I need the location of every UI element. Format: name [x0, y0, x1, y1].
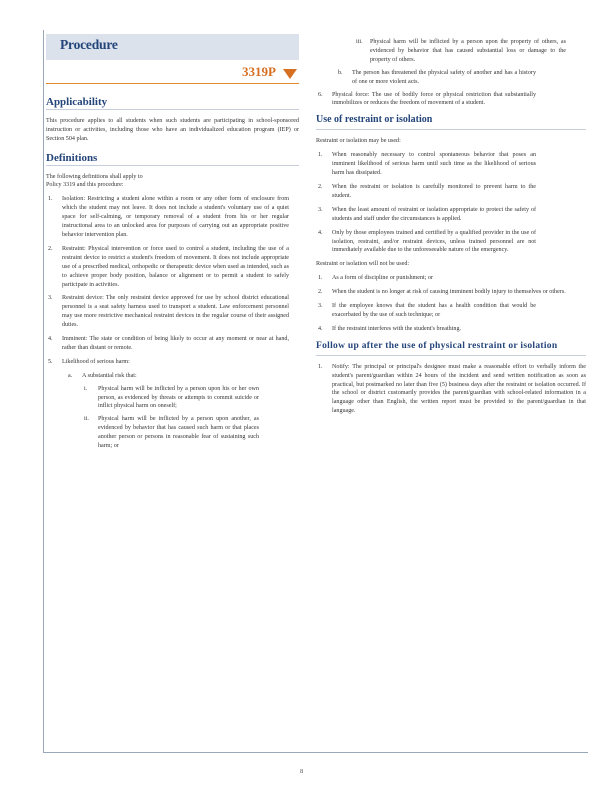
use-intro: Restraint or isolation may be used:: [316, 138, 401, 145]
left-column: [46, 34, 299, 455]
procedure-title: Procedure: [60, 37, 118, 52]
definitions-heading: Definitions: [46, 154, 299, 166]
not-used-item: 3. If the employee knows that the student has a health condition that would be exacerbated by the use of such technique; or: [318, 303, 536, 318]
follow-up-item: 1. Notify: The principal or principal's designee must make a reasonable effort to verbally inform the student's parent/guardian within 24 hours of the incident and send written notification as soon as practical, but postmarked no later than five (5) business days after the restraint or isolation occurred. If the school or district customarily provides the parent/guardian with school-related information in a language other than English, the written report must be provided to the parent/guardian in that language.: [318, 363, 586, 415]
bottom-rule: [43, 752, 588, 753]
definition-subsubitem: iii. Physical harm will be inflicted by a person upon the property of others, as evidenced by behavior that has caused substantial loss or damage to the property of others.: [356, 39, 566, 63]
definition-item: 1. Isolation: Restricting a student alone within a room or any other form of enclosure from which the student may not leave. It does not include a student's voluntary use of a quiet space for self-calming, or temporary removal of a student from his or her regular instructional area to an unlocked area for purposes of carrying out an appropriate positive behavior intervention plan.: [48, 196, 289, 238]
applicability-text: This procedure applies to all students when such students are participating in school-sponsored instruction or activities, including those who have an individualized education program (IEP) or Section 504 plan.: [46, 117, 299, 142]
left-margin-rule: [43, 30, 44, 752]
not-used-item: 2. When the student is no longer at risk of causing imminent bodily injury to themselves or others.: [318, 289, 566, 296]
procedure-header-box: [46, 34, 299, 60]
definition-subitem: b. The person has threatened the physical safety of another and has a history of one or more violent acts.: [338, 69, 536, 85]
definition-subitem: a. A substantial risk that:: [68, 372, 137, 379]
use-item: 3. When the least amount of restraint or isolation appropriate to protect the safety of students and staff under the circumstances is applied.: [318, 206, 536, 222]
definition-item: 5. Likelihood of serious harm:: [48, 358, 130, 365]
use-heading: Use of restraint or isolation: [316, 114, 586, 130]
not-used-intro: Restraint or isolation will not be used:: [316, 261, 410, 268]
definition-subsubitem: i. Physical harm will be inflicted by a person upon his or her own person, as evidenced by threats or attempts to commit suicide or inflict physical harm on oneself;: [84, 385, 259, 410]
right-column: [316, 38, 586, 421]
definitions-intro: The following definitions shall apply to Policy 3319 and this procedure:: [46, 173, 143, 189]
use-item: 1. When reasonably necessary to control spontaneous behavior that poses an imminent likelihood of serious harm until such time as the likelihood of serious harm has dissipated.: [318, 152, 536, 177]
page-number: 8: [300, 768, 304, 775]
definition-item: 4. Imminent: The state or condition of being likely to occur at any moment or near at hand, rather than distant or remote.: [48, 336, 289, 351]
definition-item: 2. Restraint: Physical intervention or force used to control a student, including the use of a restraint device to restrict a student's freedom of movement. It does not include appropriate use of a prescribed medical, orthopedic or therapeutic device when used as intended, such as to achieve proper body position, balance or alignment or to permit a student to safely participate in activities.: [48, 245, 289, 288]
not-used-item: 4. If the restraint interferes with the student's breathing.: [318, 325, 462, 332]
definition-item: 6. Physical force: The use of bodily force or physical restriction that substantially immobilizes or reduces the freedom of movement of a student.: [318, 91, 536, 107]
definition-item: 3. Restraint device: The only restraint device approved for use by school district educational personnel is a seat safety harness used to transport a student. Law enforcement personnel may use more restrictive mechanical restraint devices in the regular course of their assigned duties.: [48, 295, 289, 329]
definition-subsubitem: ii. Physical harm will be inflicted by a person upon another, as evidenced by behavior that has caused such harm or that places another person or persons in reasonable fear of sustaining such harm; or: [84, 416, 259, 450]
use-item: 4. Only by those employees trained and certified by a qualified provider in the use of isolation, restraint, and/or restraint devices, unless trained personnel are not immediately available due to the unforeseeable nature of the emergency.: [318, 229, 536, 254]
not-used-item: 1. As a form of discipline or punishment; or: [318, 275, 434, 282]
use-item: 2. When the restraint or isolation is carefully monitored to prevent harm to the student.: [318, 183, 536, 199]
applicability-heading: Applicability: [46, 98, 299, 110]
triangle-down-icon: [283, 69, 297, 79]
follow-up-heading: Follow up after the use of physical restraint or isolation: [316, 340, 586, 356]
procedure-code: 3319P: [242, 64, 276, 79]
procedure-code-row: [46, 60, 299, 84]
